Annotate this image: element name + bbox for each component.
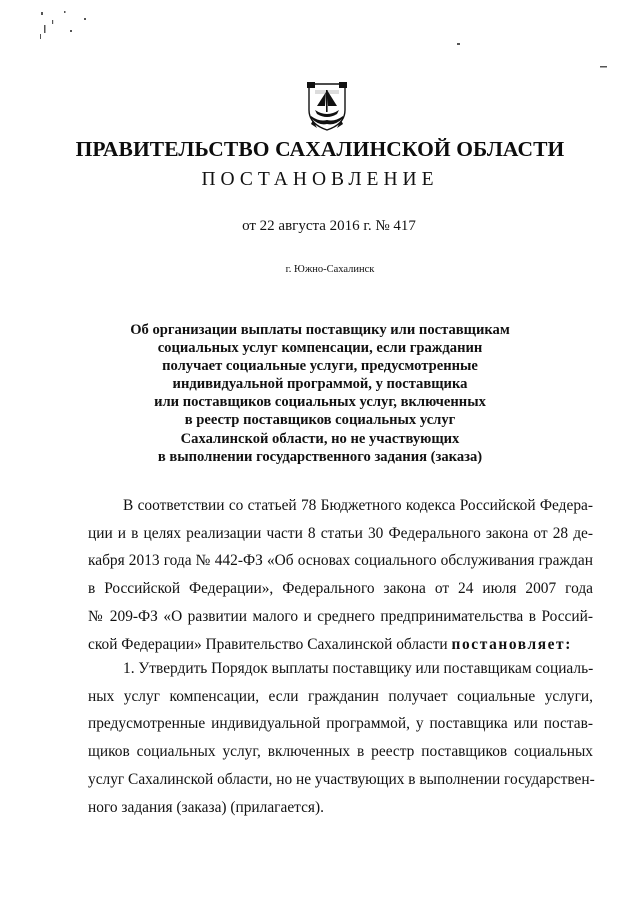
paragraph-line: 1. Утвердить Порядок выплаты поставщику или поставщикам социаль- xyxy=(123,660,594,677)
subject-line: в выполнении государственного задания (заказа) xyxy=(157,448,483,465)
subject-line: Об организации выплаты поставщику или поставщикам xyxy=(130,322,510,338)
paragraph-line: ции и в целях реализации части 8 статьи 30 Федерального закона от 28 де- xyxy=(88,524,593,542)
document-place: г. Южно-Сахалинск xyxy=(285,264,375,275)
government-title: ПРАВИТЕЛЬСТВО САХАЛИНСКОЙ ОБЛАСТИ xyxy=(75,137,565,161)
paragraph-line: предусмотренные индивидуальной программой, у поставщика или постав- xyxy=(88,715,593,733)
document-subject xyxy=(100,321,540,466)
paragraph-line: № 209-ФЗ «О развитии малого и среднего предпринимательства в Россий- xyxy=(88,607,593,625)
subject-line: получает социальные услуги, предусмотренные xyxy=(162,358,478,375)
subject-line: в реестр поставщиков социальных услуг xyxy=(184,412,456,429)
paragraph-line: щиков социальных услуг, включенных в реестр поставщиков социальных xyxy=(88,743,593,761)
paragraph-line: в Российской Федерации», Федерального закона от 24 июля 2007 года xyxy=(88,580,593,598)
paragraph-line: ного задания (заказа) (прилагается). xyxy=(88,798,324,816)
subject-line: Сахалинской области, но не участвующих xyxy=(180,430,460,447)
subject-line: индивидуальной программой, у поставщика xyxy=(172,376,468,393)
resolves-word: постановляет: xyxy=(451,635,572,653)
paragraph-line-text: ской Федерации» Правительство Сахалинской области xyxy=(88,635,448,653)
paragraph-line: ных услуг компенсации, если гражданин получает социальные услуги, xyxy=(88,687,593,705)
document-type: ПОСТАНОВЛЕНИЕ xyxy=(201,169,439,190)
coat-of-arms-icon xyxy=(303,80,351,132)
preamble-paragraph xyxy=(88,492,593,658)
paragraph-line: кабря 2013 года № 442-ФЗ «Об основах социального обслуживания граждан xyxy=(88,552,593,570)
item-1-paragraph xyxy=(88,655,593,821)
document-date-number: от 22 августа 2016 г. № 417 xyxy=(242,218,416,234)
paragraph-line: В соответствии со статьей 78 Бюджетного кодекса Российской Федера- xyxy=(123,497,593,514)
subject-line: социальных услуг компенсации, если гражданин xyxy=(157,340,483,357)
paragraph-line: услуг Сахалинской области, но не участвующих в выполнении государствен- xyxy=(88,770,595,788)
subject-line: или поставщиков социальных услуг, включенных xyxy=(154,394,486,411)
